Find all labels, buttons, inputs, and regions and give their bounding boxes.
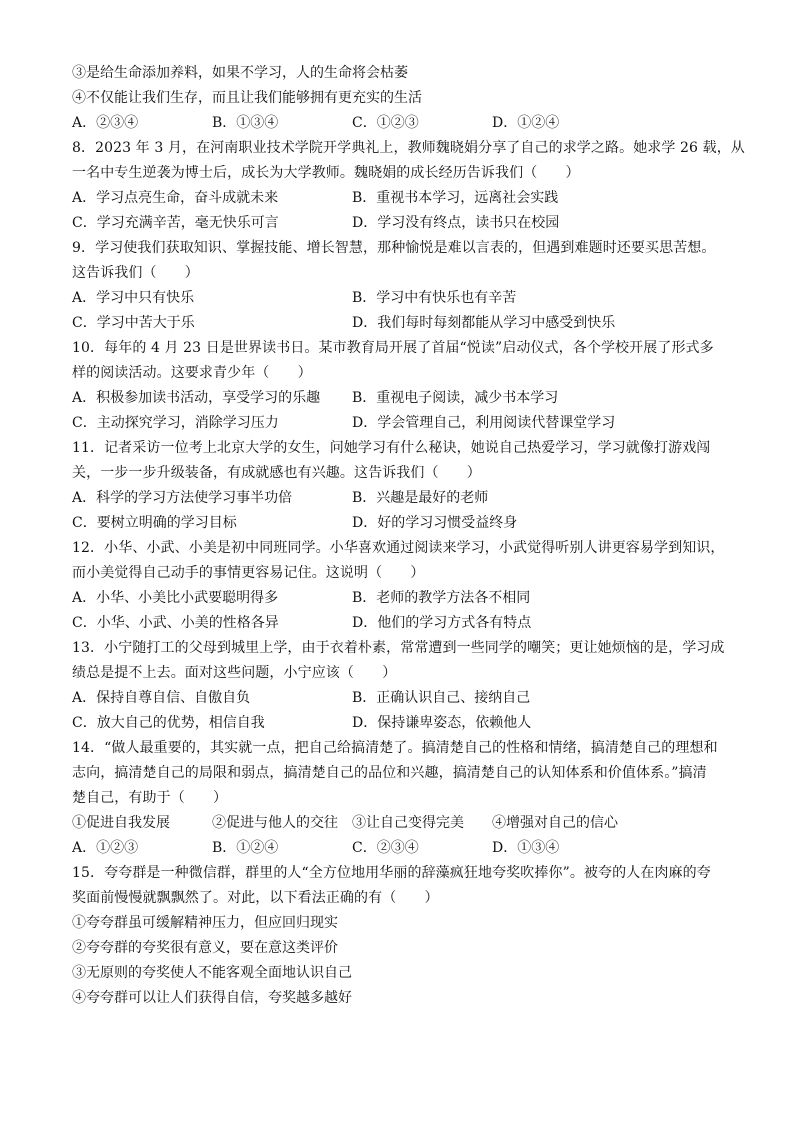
q15-item-2: ②夸夸群的夸奖很有意义，要在意这类评价 xyxy=(72,940,338,956)
q14-option-d[interactable]: D．①③④ xyxy=(492,840,560,856)
q13-option-d[interactable]: D．保持谦卑姿态，依赖他人 xyxy=(352,715,532,731)
q14-item-2: ②促进与他人的交往 xyxy=(212,815,338,831)
q15-item-1: ①夸夸群虽可缓解精神压力，但应回归现实 xyxy=(72,915,338,931)
q7-item-4: ④不仅能让我们生存，而且让我们能够拥有更充实的生活 xyxy=(72,90,422,106)
q15-stem-line-1: 15．夸夸群是一种微信群，群里的人“全方位地用华丽的辞藻疯狂地夸奖吹捧你”。被夸的人在肉麻的夸 xyxy=(72,865,711,881)
q14-stem-line-2: 志向，搞清楚自己的局限和弱点，搞清楚自己的品位和兴趣，搞清楚自己的认知体系和价值体系。”搞清 xyxy=(72,765,707,781)
q9-option-a[interactable]: A．学习中只有快乐 xyxy=(72,290,195,306)
q10-option-a[interactable]: A．积极参加读书活动，享受学习的乐趣 xyxy=(72,390,321,406)
q12-option-d[interactable]: D．他们的学习方式各有特点 xyxy=(352,615,532,631)
q10-option-d[interactable]: D．学会管理自己，利用阅读代替课堂学习 xyxy=(352,415,616,431)
q12-option-c[interactable]: C．小华、小武、小美的性格各异 xyxy=(72,615,279,631)
q8-option-b[interactable]: B．重视书本学习，远离社会实践 xyxy=(352,190,559,206)
q11-option-d[interactable]: D．好的学习习惯受益终身 xyxy=(352,515,518,531)
q15-item-3: ③无原则的夸奖使人不能客观全面地认识自己 xyxy=(72,965,352,981)
q12-stem-line-2: 而小美觉得自己动手的事情更容易记住。这说明（ ） xyxy=(72,565,425,581)
q11-stem-line-2: 关，一步一步升级装备，有成就感也有兴趣。这告诉我们（ ） xyxy=(72,465,481,481)
q8-stem-line-2: 一名中专生逆袭为博士后，成长为大学教师。魏晓娟的成长经历告诉我们（ ） xyxy=(72,165,580,181)
q7-option-a[interactable]: A．②③④ xyxy=(72,115,139,131)
q14-option-a[interactable]: A．①②③ xyxy=(72,840,139,856)
q7-item-3: ③是给生命添加养料，如果不学习，人的生命将会枯萎 xyxy=(72,65,408,81)
q9-stem-line-1: 9．学习使我们获取知识、掌握技能、增长智慧，那种愉悦是难以言表的，但遇到难题时还要买思苦想。 xyxy=(72,240,716,256)
q8-stem-line-1: 8．2023 年 3 月，在河南职业技术学院开学典礼上，教师魏晓娟分享了自己的求学之路。她求学 26 载，从 xyxy=(72,140,745,156)
q11-stem-line-1: 11．记者采访一位考上北京大学的女生，问她学习有什么秘诀，她说自己热爱学习，学习就像打游戏闯 xyxy=(72,440,711,456)
q14-option-c[interactable]: C．②③④ xyxy=(352,840,419,856)
q14-stem-line-3: 楚自己，有助于（ ） xyxy=(72,790,228,806)
q8-option-a[interactable]: A．学习点亮生命，奋斗成就未来 xyxy=(72,190,279,206)
q14-item-3: ③让自己变得完美 xyxy=(352,815,464,831)
q14-option-b[interactable]: B．①②④ xyxy=(212,840,279,856)
q15-stem-line-2: 奖面前慢慢就飘飘然了。对此，以下看法正确的有（ ） xyxy=(72,890,439,906)
q13-stem-line-1: 13．小宁随打工的父母到城里上学，由于衣着朴素，常常遭到一些同学的嘲笑；更让她烦恼的是，学习成 xyxy=(72,640,725,656)
q13-option-a[interactable]: A．保持自尊自信、自傲自负 xyxy=(72,690,251,706)
q10-stem-line-2: 样的阅读活动。这要求青少年（ ） xyxy=(72,365,312,381)
q12-option-b[interactable]: B．老师的教学方法各不相同 xyxy=(352,590,531,606)
q12-option-a[interactable]: A．小华、小美比小武要聪明得多 xyxy=(72,590,279,606)
q11-option-b[interactable]: B．兴趣是最好的老师 xyxy=(352,490,489,506)
q11-option-a[interactable]: A．科学的学习方法使学习事半功倍 xyxy=(72,490,293,506)
q10-stem-line-1: 10．每年的 4 月 23 日是世界读书日。某市教育局开展了首届“悦读”启动仪式，各个学校开展了形式多 xyxy=(72,340,714,356)
q13-option-c[interactable]: C．放大自己的优势，相信自我 xyxy=(72,715,265,731)
q9-stem-line-2: 这告诉我们（ ） xyxy=(72,265,199,281)
q10-option-b[interactable]: B．重视电子阅读，减少书本学习 xyxy=(352,390,559,406)
q14-stem-line-1: 14．“做人最重要的，其实就一点，把自己给搞清楚了。搞清楚自己的性格和情绪，搞清楚自己的理想和 xyxy=(72,740,718,756)
q13-stem-line-2: 绩总是提不上去。面对这些问题，小宁应该（ ） xyxy=(72,665,397,681)
q8-option-c[interactable]: C．学习充满辛苦，毫无快乐可言 xyxy=(72,215,279,231)
q9-option-d[interactable]: D．我们每时每刻都能从学习中感受到快乐 xyxy=(352,315,616,331)
q10-option-c[interactable]: C．主动探究学习，消除学习压力 xyxy=(72,415,279,431)
q7-option-c[interactable]: C．①②③ xyxy=(352,115,419,131)
q12-stem-line-1: 12．小华、小武、小美是初中同班同学。小华喜欢通过阅读来学习，小武觉得听别人讲更容易学到知识， xyxy=(72,540,725,556)
q7-option-b[interactable]: B．①③④ xyxy=(212,115,279,131)
q8-option-d[interactable]: D．学习没有终点，读书只在校园 xyxy=(352,215,560,231)
q14-item-1: ①促进自我发展 xyxy=(72,815,170,831)
q14-item-4: ④增强对自己的信心 xyxy=(492,815,618,831)
q7-option-d[interactable]: D．①②④ xyxy=(492,115,560,131)
q9-option-b[interactable]: B．学习中有快乐也有辛苦 xyxy=(352,290,517,306)
q15-item-4: ④夸夸群可以让人们获得自信，夸奖越多越好 xyxy=(72,990,352,1006)
q9-option-c[interactable]: C．学习中苦大于乐 xyxy=(72,315,195,331)
q13-option-b[interactable]: B．正确认识自己、接纳自己 xyxy=(352,690,531,706)
q11-option-c[interactable]: C．要树立明确的学习目标 xyxy=(72,515,237,531)
